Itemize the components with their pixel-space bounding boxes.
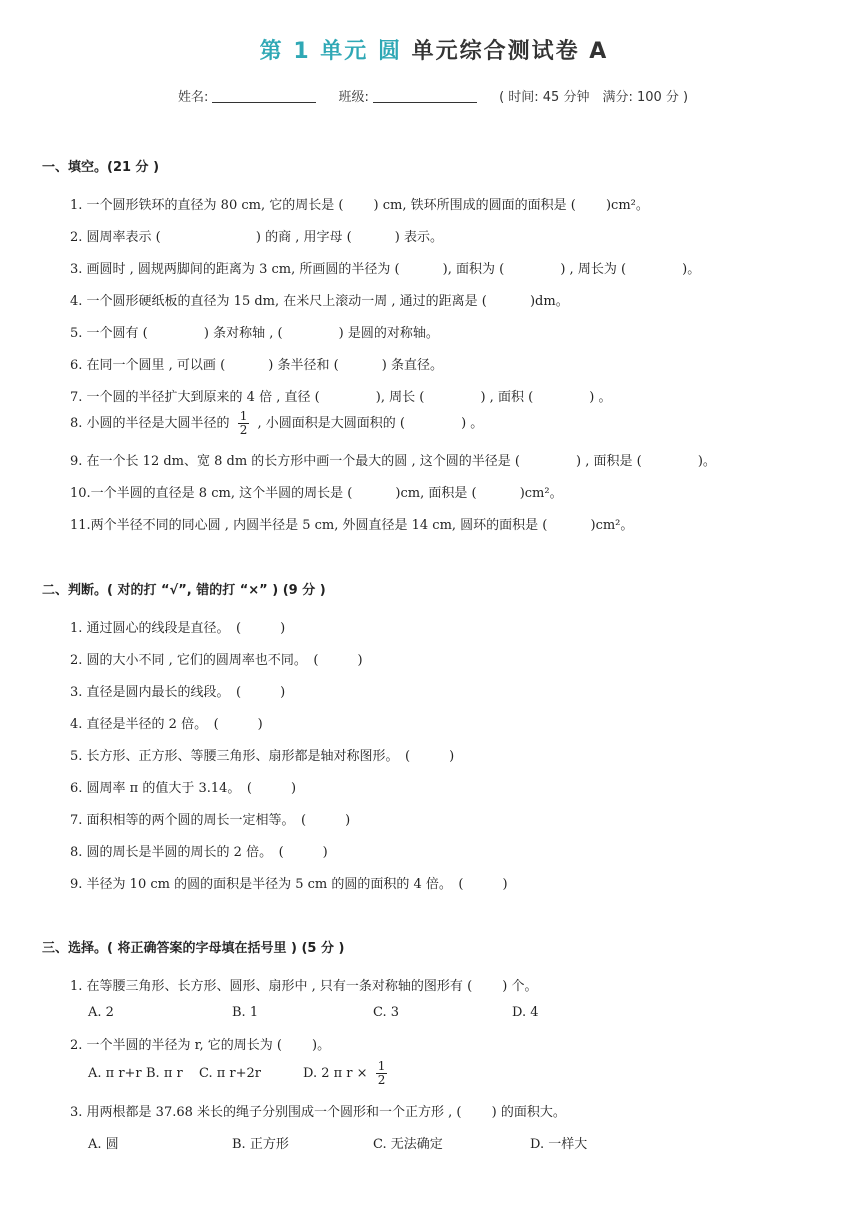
choice-q1-option-b: B. 1 (232, 1005, 259, 1020)
judge-item-1: 1. 通过圆心的线段是直径。 ( ) (70, 621, 286, 636)
title-test: 单元综合测试卷 A (411, 39, 609, 64)
fill-item-1: 1. 一个圆形铁环的直径为 80 cm, 它的周长是 ( ) cm, 铁环所围成的圆面的面积是 ( )cm²。 (70, 198, 649, 213)
fill-item-8 (70, 410, 483, 437)
class-label: 班级: (338, 90, 369, 105)
student-info (178, 86, 688, 105)
choice-q3-option-b: B. 正方形 (232, 1137, 289, 1152)
fill-item-8-after: , 小圆面积是大圆面积的 ( ) 。 (257, 416, 484, 431)
choice-q1-option-a: A. 2 (88, 1005, 114, 1020)
judge-item-5: 5. 长方形、正方形、等腰三角形、扇形都是轴对称图形。 ( ) (70, 749, 455, 764)
fill-item-2: 2. 圆周率表示 ( ) 的商 , 用字母 ( ) 表示。 (70, 230, 444, 245)
fraction-denominator: 2 (377, 1073, 386, 1087)
judge-item-2: 2. 圆的大小不同 , 它们的圆周率也不同。 ( ) (70, 653, 363, 668)
fraction-one-half-option (376, 1060, 388, 1087)
choice-q3: 3. 用两根都是 37.68 米长的绳子分别围成一个圆形和一个正方形 , ( ) 的面积大。 (70, 1105, 566, 1120)
fill-item-8-before: 8. 小圆的半径是大圆半径的 (70, 416, 230, 431)
section1-heading: 一、填空。(21 分 ) (42, 160, 160, 175)
fraction-one-half (238, 410, 250, 437)
fill-item-10: 10.一个半圆的直径是 8 cm, 这个半圆的周长是 ( )cm, 面积是 ( )cm²。 (70, 486, 563, 501)
choice-q1: 1. 在等腰三角形、长方形、圆形、扇形中 , 只有一条对称轴的图形有 ( ) 个。 (70, 979, 538, 994)
name-label: 姓名: (178, 90, 209, 105)
fraction-numerator: 1 (239, 409, 248, 423)
fraction-numerator: 1 (377, 1059, 386, 1073)
choice-q2-option-d (303, 1060, 391, 1087)
choice-q2-option-b: B. π r (146, 1066, 183, 1081)
choice-q3-option-a: A. 圆 (88, 1137, 119, 1152)
name-blank[interactable] (212, 88, 316, 103)
choice-q3-option-c: C. 无法确定 (373, 1137, 443, 1152)
judge-item-6: 6. 圆周率 π 的值大于 3.14。 ( ) (70, 781, 297, 796)
fraction-denominator: 2 (239, 423, 248, 437)
judge-item-4: 4. 直径是半径的 2 倍。 ( ) (70, 717, 263, 732)
choice-q2-option-a: A. π r+r (88, 1066, 142, 1081)
fill-item-6: 6. 在同一个圆里 , 可以画 ( ) 条半径和 ( ) 条直径。 (70, 358, 444, 373)
judge-item-8: 8. 圆的周长是半圆的周长的 2 倍。 ( ) (70, 845, 328, 860)
judge-item-3: 3. 直径是圆内最长的线段。 ( ) (70, 685, 286, 700)
choice-q1-option-d: D. 4 (512, 1005, 539, 1020)
class-blank[interactable] (373, 88, 477, 103)
fill-item-3: 3. 画圆时 , 圆规两脚间的距离为 3 cm, 所画圆的半径为 ( ), 面积为 ( ) , 周长为 ( )。 (70, 262, 701, 277)
choice-q2-option-c: C. π r+2r (199, 1066, 262, 1081)
judge-item-9: 9. 半径为 10 cm 的圆的面积是半径为 5 cm 的圆的面积的 4 倍。 ( ) (70, 877, 508, 892)
fill-item-4: 4. 一个圆形硬纸板的直径为 15 dm, 在米尺上滚动一周 , 通过的距离是 ( )dm。 (70, 294, 569, 309)
fill-item-5: 5. 一个圆有 ( ) 条对称轴 , ( ) 是圆的对称轴。 (70, 326, 439, 341)
fill-item-7: 7. 一个圆的半径扩大到原来的 4 倍 , 直径 ( ), 周长 ( ) , 面积 ( ) 。 (70, 390, 612, 405)
choice-q1-option-c: C. 3 (373, 1005, 400, 1020)
fill-item-9: 9. 在一个长 12 dm、宽 8 dm 的长方形中画一个最大的圆 , 这个圆的半径是 ( ) , 面积是 ( )。 (70, 454, 716, 469)
time-info: ( 时间: 45 分钟 满分: 100 分 ) (499, 90, 689, 105)
title-unit: 第 1 单元 圆 (259, 39, 402, 64)
choice-q2-option-d-prefix: D. 2 π r × (303, 1066, 368, 1081)
section2-heading: 二、判断。( 对的打 “√”, 错的打 “×” ) (9 分 ) (42, 583, 326, 598)
choice-q2: 2. 一个半圆的半径为 r, 它的周长为 ( )。 (70, 1038, 331, 1053)
section3-heading: 三、选择。( 将正确答案的字母填在括号里 ) (5 分 ) (42, 941, 345, 956)
judge-item-7: 7. 面积相等的两个圆的周长一定相等。 ( ) (70, 813, 351, 828)
fill-item-11: 11.两个半径不同的同心圆 , 内圆半径是 5 cm, 外圆直径是 14 cm, 圆环的面积是 ( )cm²。 (70, 518, 634, 533)
page-title (0, 34, 868, 65)
choice-q3-option-d: D. 一样大 (530, 1137, 588, 1152)
